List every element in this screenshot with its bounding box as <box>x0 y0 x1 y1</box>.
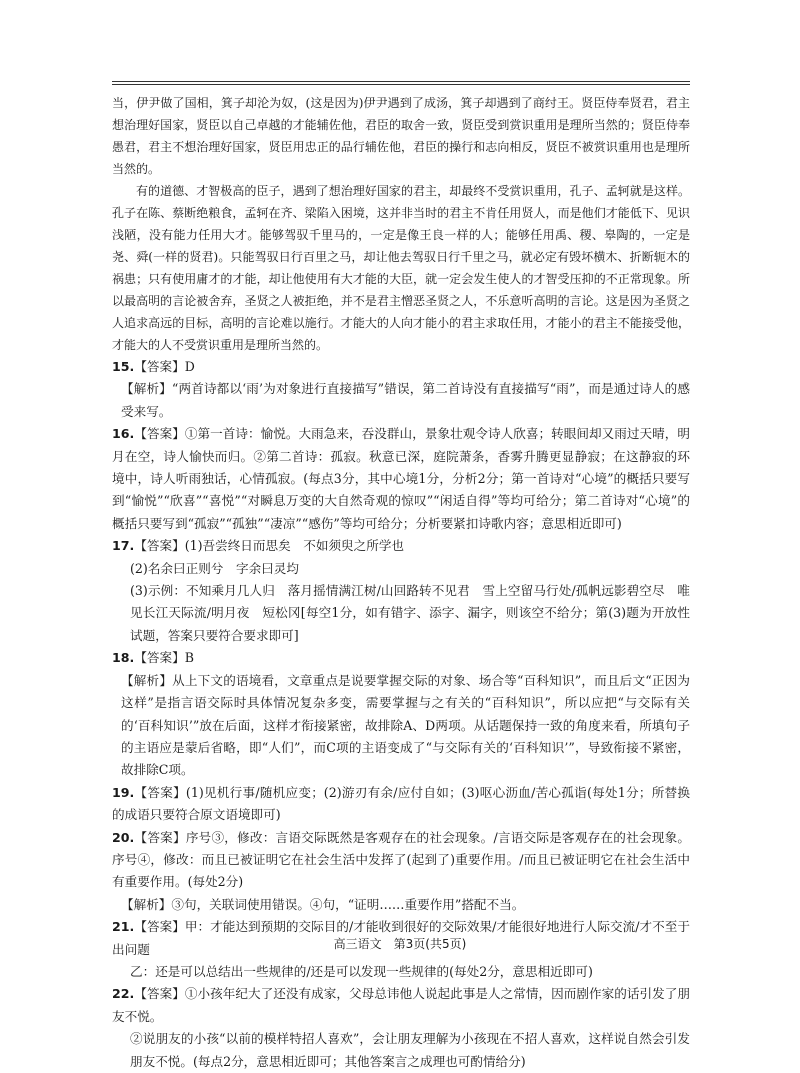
translation-paragraph-2: 有的道德、才智极高的臣子，遇到了想治理好国家的君主，却最终不受赏识重用，孔子、孟轲就是这样。孔子在陈、蔡断绝粮食，孟轲在齐、梁陷入困境，这并非当时的君主不肯任用贤人，而是他们才能低下、见识浅陋，没有能力任用大才。能够驾驭千里马的，一定是像王良一样的人；能够任用禹、稷、皋陶的，一定是尧、舜(一样的贤君)。只能驾驭日行百里之马，却让他去驾驭日行千里之马，就必定有毁坏横木、折断轭木的祸患；只有使用庸才的才能，却让他使用有大才能的大臣，就一定会发生使人的才智受压抑的不正常现象。所以最高明的言论被舍弃，圣贤之人被拒绝，并不是君主憎恶圣贤之人，不乐意听高明的言论。这是因为圣贤之人追求高远的目标，高明的言论难以施行。才能大的人向才能小的君主求取任用，才能小的君主不能接受他，才能大的人不受赏识重用是理所当然的。 <box>112 184 690 352</box>
question-22-answer: 22.【答案】①小孩年纪大了还没有成家，父母总讳他人说起此事是人之常情，因而剧作家的话引发了朋友不悦。 <box>112 986 690 1024</box>
page-footer: 高三语文 第3页(共5页) <box>333 937 467 951</box>
question-number: 18. <box>112 650 135 666</box>
question-21-answer: 21.【答案】甲：才能达到预期的交际目的/才能收到很好的交际效果/才能很好地进行人际交流/才不至于出问题 <box>112 919 690 957</box>
question-15-answer: 15.【答案】D <box>112 359 195 374</box>
question-number: 16. <box>112 426 135 442</box>
page-content <box>112 92 690 1073</box>
question-15-analysis: 【解析】“两首诗都以‘雨’为对象进行直接描写”错误，第二首诗没有直接描写“雨”，而是通过诗人的感受来写。 <box>121 381 690 419</box>
question-16-answer: 16.【答案】①第一首诗：愉悦。大雨急来，吞没群山，景象壮观令诗人欣喜；转眼间却又雨过天晴，明月在空，诗人愉快而归。②第二首诗：孤寂。秋意已深，庭院萧条，香雾升腾更显静寂；在这静寂的环境中，诗人听雨独话，心情孤寂。(每点3分，其中心境1分，分析2分；第一首诗对“心境”的概括只要写到“愉悦”“欣喜”“喜悦”“对瞬息万变的大自然奇观的惊叹”“闲适自得”等均可给分；第二首诗对“心境”的概括只要写到“孤寂”“孤独”“凄凉”“感伤”等均可给分；分析要紧扣诗歌内容；意思相近即可) <box>112 426 690 531</box>
question-20-answer: 20.【答案】序号③，修改：言语交际既然是客观存在的社会现象。/言语交际是客观存在的社会现象。序号④，修改：而且已被证明它在社会生活中发挥了(起到了)重要作用。/而且已被证明它在社会生活中有重要作用。(每处2分) <box>112 829 690 890</box>
question-19-answer: 19.【答案】(1)见机行事/随机应变；(2)游刃有余/应付自如；(3)呕心沥血/苦心孤诣(每处1分；所替换的成语只要符合原文语境即可) <box>112 784 690 823</box>
question-18-answer: 18.【答案】B <box>112 650 194 666</box>
question-21-line-2: 乙：还是可以总结出一些规律的/还是可以发现一些规律的(每处2分，意思相近即可) <box>130 963 593 979</box>
header-rule-top <box>112 81 690 82</box>
question-number: 15. <box>112 359 135 374</box>
question-22-line-2: ②说朋友的小孩“以前的模样特招人喜欢”，会让朋友理解为小孩现在不招人喜欢，这样说自然会引发朋友不悦。(每点2分，意思相近即可；其他答案言之成理也可酌情给分) <box>130 1031 690 1069</box>
question-20-analysis: 【解析】③句，关联词使用错误。④句，“证明……重要作用”搭配不当。 <box>121 896 525 912</box>
question-number: 20. <box>112 829 135 845</box>
question-number: 21. <box>112 919 135 935</box>
question-number: 22. <box>112 986 135 1002</box>
question-number: 19. <box>112 784 135 800</box>
header-rule-bottom <box>112 84 690 85</box>
translation-paragraph-1: 当，伊尹做了国相，箕子却沦为奴，(这是因为)伊尹遇到了成汤，箕子却遇到了商纣王。贤臣侍奉贤君，君主想治理好国家，贤臣以自己卓越的才能辅佐他，君臣的取舍一致，贤臣受到赏识重用是理所当然的；贤臣侍奉愚君，君主不想治理好国家，贤臣用忠正的品行辅佐他，君臣的操行和志向相反，贤臣不被赏识重用也是理所当然的。 <box>112 96 690 176</box>
question-18-analysis: 【解析】从上下文的语境看，文章重点是说要掌握交际的对象、场合等“百科知识”，而且后文“正因为这样”是指言语交际时具体情况复杂多变，需要掌握与之有关的“百科知识”，所以应把“与交际有关的‘百科知识’”放在后面，这样才衔接紧密，故排除A、D两项。从话题保持一致的角度来看，所填句子的主语应是蒙后省略，即“人们”，而C项的主语变成了“与交际有关的‘百科知识’”，导致衔接不紧密，故排除C项。 <box>121 672 690 778</box>
question-17-answer: 17.【答案】(1)吾尝终日而思矣 不如须臾之所学也 <box>112 538 405 554</box>
question-number: 17. <box>112 538 135 554</box>
question-17-line-3: (3)示例：不知乘月几人归 落月摇情满江树/山回路转不见君 雪上空留马行处/孤帆远影碧空尽 唯见长江天际流/明月夜 短松冈[每空1分，如有错字、添字、漏字，则该空不给分；第(3)题为开放性试题，答案只要符合要求即可] <box>130 583 690 643</box>
question-17-line-2: (2)名余曰正则兮 字余曰灵均 <box>130 560 299 576</box>
